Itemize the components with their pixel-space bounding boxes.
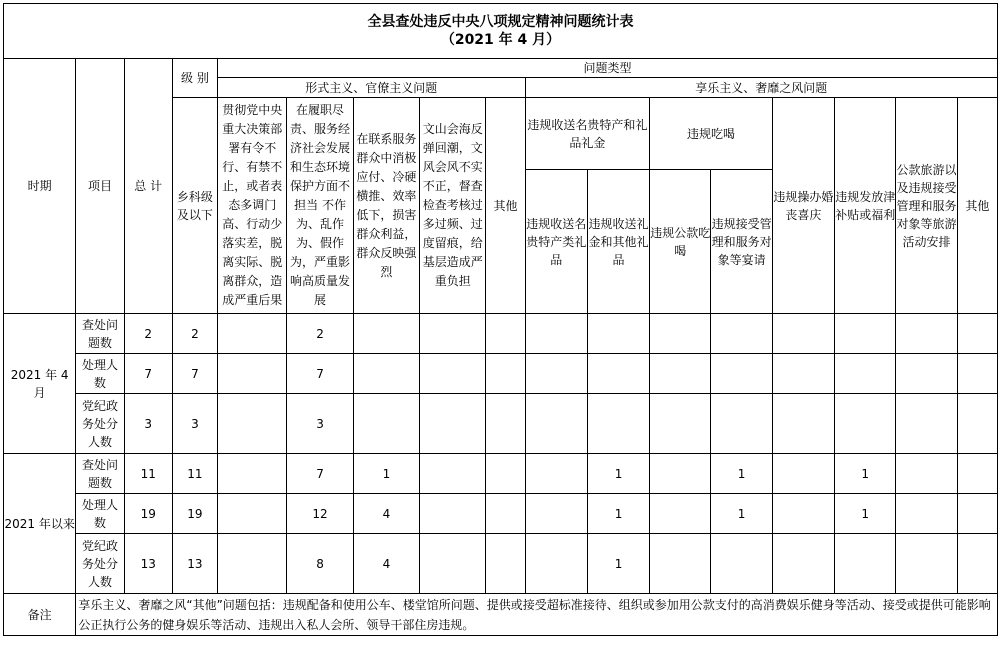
header-gift-specialty: 违规收送名贵特产类礼品 — [525, 170, 587, 314]
value-cell: 7 — [172, 354, 217, 394]
value-cell — [218, 534, 287, 594]
note-label: 备注 — [4, 594, 76, 636]
value-cell: 11 — [124, 454, 172, 494]
value-cell — [650, 354, 711, 394]
value-cell — [486, 494, 525, 534]
value-cell — [420, 454, 486, 494]
value-cell — [896, 314, 957, 354]
value-cell — [772, 394, 834, 454]
value-cell — [772, 314, 834, 354]
header-total: 总 计 — [124, 59, 172, 314]
value-cell — [525, 354, 587, 394]
value-cell — [420, 534, 486, 594]
table-row — [4, 314, 998, 354]
value-cell — [650, 394, 711, 454]
value-cell — [957, 354, 997, 394]
value-cell — [587, 314, 649, 354]
value-cell — [772, 534, 834, 594]
value-cell — [486, 394, 525, 454]
value-cell — [957, 314, 997, 354]
value-cell: 19 — [124, 494, 172, 534]
value-cell — [896, 494, 957, 534]
item-cell: 党纪政务处分人数 — [76, 534, 124, 594]
header-formalism-3: 在联系服务群众中消极应付、冷硬横推、效率低下，损害群众利益，群众反映强烈 — [353, 98, 419, 314]
value-cell — [772, 494, 834, 534]
header-hedonism: 享乐主义、奢靡之风问题 — [525, 78, 997, 98]
value-cell — [835, 534, 896, 594]
period-cell: 2021 年 4 月 — [4, 314, 76, 454]
value-cell — [486, 314, 525, 354]
header-period: 时期 — [4, 59, 76, 314]
note-text: 享乐主义、奢靡之风“其他”问题包括：违规配备和使用公车、楼堂馆所问题、提供或接受超标准接待、组织或参加用公款支付的高消费娱乐健身等活动、接受或提供可能影响公正执行公务的健身娱乐等活动、违规出入私人会所、领导干部住房违规。 — [76, 594, 998, 636]
value-cell: 1 — [835, 454, 896, 494]
value-cell — [957, 454, 997, 494]
item-cell: 查处问题数 — [76, 314, 124, 354]
value-cell — [835, 314, 896, 354]
table-row — [4, 494, 998, 534]
value-cell — [420, 314, 486, 354]
value-cell — [525, 494, 587, 534]
value-cell — [896, 394, 957, 454]
value-cell — [835, 394, 896, 454]
value-cell: 1 — [711, 454, 772, 494]
value-cell: 1 — [587, 454, 649, 494]
value-cell — [650, 454, 711, 494]
value-cell — [957, 534, 997, 594]
header-formalism-4: 文山会海反弹回潮，文风会风不实不正，督查检查考核过多过频、过度留痕，给基层造成严重负担 — [420, 98, 486, 314]
value-cell — [525, 454, 587, 494]
table-row — [4, 454, 998, 494]
header-township: 乡科级及以下 — [172, 98, 217, 314]
header-wedding: 违规操办婚丧喜庆 — [772, 98, 834, 314]
value-cell: 19 — [172, 494, 217, 534]
header-gift-cash: 违规收送礼金和其他礼品 — [587, 170, 649, 314]
value-cell: 4 — [353, 494, 419, 534]
header-row-1 — [4, 59, 998, 78]
value-cell — [711, 354, 772, 394]
value-cell — [525, 534, 587, 594]
value-cell — [420, 494, 486, 534]
statistics-table — [3, 3, 998, 636]
value-cell: 8 — [287, 534, 353, 594]
value-cell — [650, 494, 711, 534]
value-cell: 12 — [287, 494, 353, 534]
title-row — [4, 4, 998, 59]
header-subsidy: 违规发放津补贴或福利 — [835, 98, 896, 314]
value-cell — [486, 354, 525, 394]
value-cell: 7 — [124, 354, 172, 394]
header-travel: 公款旅游以及违规接受管理和服务对象等旅游活动安排 — [896, 98, 957, 314]
value-cell — [587, 354, 649, 394]
value-cell — [835, 354, 896, 394]
value-cell — [711, 314, 772, 354]
table-row — [4, 394, 998, 454]
header-hedonism-other: 其他 — [957, 98, 997, 314]
header-item: 项目 — [76, 59, 124, 314]
value-cell: 1 — [587, 534, 649, 594]
value-cell: 2 — [124, 314, 172, 354]
value-cell: 13 — [172, 534, 217, 594]
value-cell: 2 — [172, 314, 217, 354]
header-formalism: 形式主义、官僚主义问题 — [218, 78, 526, 98]
header-problem-type: 问题类型 — [218, 59, 998, 78]
value-cell — [711, 394, 772, 454]
value-cell — [218, 454, 287, 494]
value-cell — [218, 354, 287, 394]
value-cell: 11 — [172, 454, 217, 494]
value-cell: 3 — [124, 394, 172, 454]
value-cell — [772, 454, 834, 494]
value-cell — [420, 394, 486, 454]
value-cell — [896, 354, 957, 394]
title-line2: （2021 年 4 月） — [440, 32, 561, 48]
value-cell: 7 — [287, 454, 353, 494]
value-cell — [896, 534, 957, 594]
value-cell — [957, 394, 997, 454]
value-cell — [650, 534, 711, 594]
value-cell — [896, 454, 957, 494]
value-cell — [957, 494, 997, 534]
value-cell — [525, 394, 587, 454]
table-row — [4, 354, 998, 394]
value-cell — [353, 354, 419, 394]
value-cell: 13 — [124, 534, 172, 594]
table-row — [4, 534, 998, 594]
value-cell — [486, 534, 525, 594]
value-cell — [486, 454, 525, 494]
value-cell: 2 — [287, 314, 353, 354]
item-cell: 党纪政务处分人数 — [76, 394, 124, 454]
header-gift: 违规收送名贵特产和礼品礼金 — [525, 98, 650, 170]
header-level: 级 别 — [172, 59, 217, 98]
header-formalism-2: 在履职尽责、服务经济社会发展和生态环境保护方面不担当 不作为、乱作为、假作为，严重影响高质量发展 — [287, 98, 353, 314]
value-cell: 1 — [835, 494, 896, 534]
header-formalism-other: 其他 — [486, 98, 525, 314]
header-formalism-1: 贯彻党中央重大决策部署有令不行、有禁不止，或者表态多调门高、行动少落实差，脱离实际、脱离群众，造成严重后果 — [218, 98, 287, 314]
value-cell — [218, 394, 287, 454]
value-cell: 7 — [287, 354, 353, 394]
header-eating-banquet: 违规接受管理和服务对象等宴请 — [711, 170, 772, 314]
value-cell — [587, 394, 649, 454]
header-eating-public: 违规公款吃喝 — [650, 170, 711, 314]
table-title — [4, 4, 998, 59]
value-cell: 4 — [353, 534, 419, 594]
value-cell — [420, 354, 486, 394]
value-cell — [525, 314, 587, 354]
value-cell — [218, 314, 287, 354]
value-cell: 3 — [287, 394, 353, 454]
header-eating: 违规吃喝 — [650, 98, 773, 170]
item-cell: 处理人数 — [76, 494, 124, 534]
value-cell: 1 — [353, 454, 419, 494]
note-row — [4, 594, 998, 636]
value-cell — [353, 314, 419, 354]
item-cell: 查处问题数 — [76, 454, 124, 494]
value-cell — [772, 354, 834, 394]
value-cell — [650, 314, 711, 354]
value-cell — [218, 494, 287, 534]
title-line1: 全县查处违反中央八项规定精神问题统计表 — [367, 14, 634, 30]
value-cell: 3 — [172, 394, 217, 454]
value-cell — [353, 394, 419, 454]
item-cell: 处理人数 — [76, 354, 124, 394]
value-cell — [711, 534, 772, 594]
value-cell: 1 — [711, 494, 772, 534]
value-cell: 1 — [587, 494, 649, 534]
period-cell: 2021 年以来 — [4, 454, 76, 594]
